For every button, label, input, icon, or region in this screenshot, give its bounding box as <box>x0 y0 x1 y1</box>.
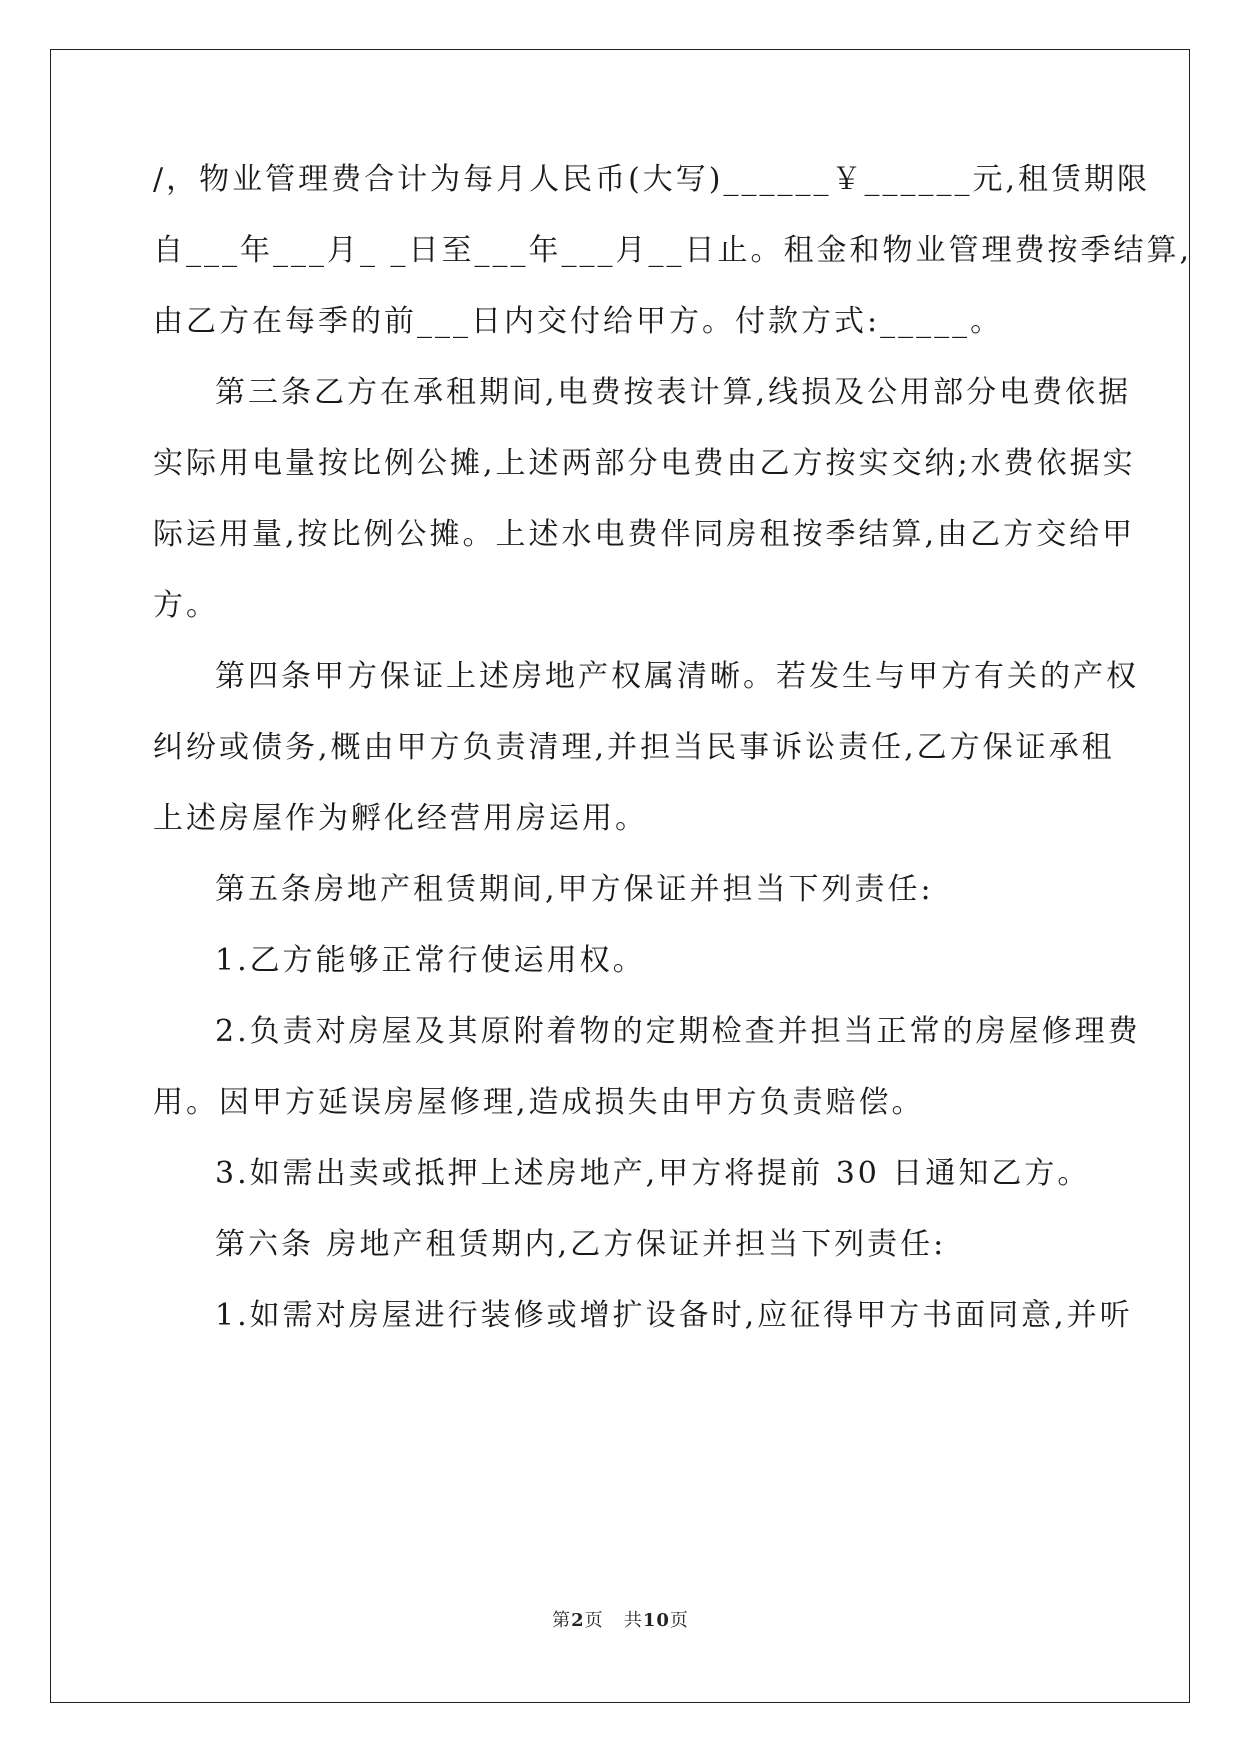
page-number: 2 <box>571 1610 585 1631</box>
footer-prefix: 第 <box>552 1610 572 1631</box>
text-line: 际运用量,按比例公摊。上述水电费伴同房租按季结算,由乙方交给甲 <box>153 517 1136 552</box>
text-line: 由乙方在每季的前___日内交付给甲方。付款方式:_____。 <box>153 304 1004 339</box>
total-pages: 10 <box>642 1610 670 1631</box>
footer-total-prefix: 共 <box>623 1610 643 1631</box>
footer-page-unit: 页 <box>584 1610 604 1631</box>
text-line: 自___年___月_ _日至___年___月__日止。租金和物业管理费按季结算, <box>153 233 1193 268</box>
text-line: 方。 <box>153 588 219 623</box>
text-line: 实际用电量按比例公摊,上述两部分电费由乙方按实交纳;水费依据实 <box>153 446 1136 481</box>
text-line: 第六条 房地产租赁期内,乙方保证并担当下列责任: <box>215 1227 947 1262</box>
text-line: 1.如需对房屋进行装修或增扩设备时,应征得甲方书面同意,并听 <box>215 1298 1133 1333</box>
text-line: 3.如需出卖或抵押上述房地产,甲方将提前 30 日通知乙方。 <box>215 1156 1091 1191</box>
text-line: 第四条甲方保证上述房地产权属清晰。若发生与甲方有关的产权 <box>215 659 1139 694</box>
text-line: 第五条房地产租赁期间,甲方保证并担当下列责任: <box>215 872 934 907</box>
text-line: 第三条乙方在承租期间,电费按表计算,线损及公用部分电费依据 <box>215 375 1132 410</box>
page-footer <box>0 1606 1241 1632</box>
footer-total-unit: 页 <box>669 1610 689 1631</box>
text-line: 纠纷或债务,概由甲方负责清理,并担当民事诉讼责任,乙方保证承租 <box>153 730 1115 765</box>
text-line: 上述房屋作为孵化经营用房运用。 <box>153 801 648 836</box>
text-line: 1.乙方能够正常行使运用权。 <box>215 943 646 978</box>
text-line: 用。因甲方延误房屋修理,造成损失由甲方负责赔偿。 <box>153 1085 925 1120</box>
text-line: /，物业管理费合计为每月人民币(大写)______￥______元,租赁期限 <box>153 162 1151 197</box>
text-line: 2.负责对房屋及其原附着物的定期检查并担当正常的房屋修理费 <box>215 1014 1141 1049</box>
